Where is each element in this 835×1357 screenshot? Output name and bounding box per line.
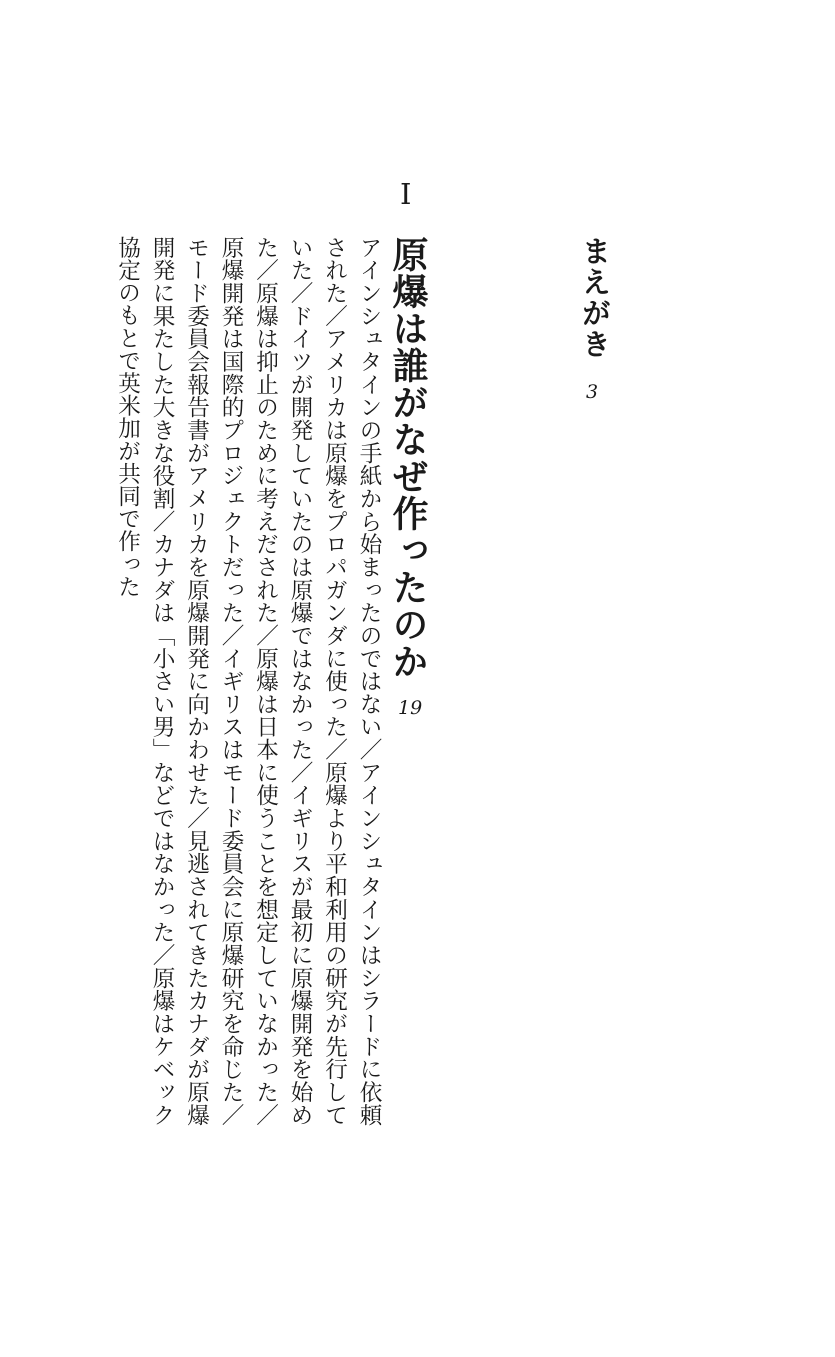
preface-title: まえがき (578, 236, 612, 360)
chapter-page-number: 19 (398, 697, 423, 719)
part-numeral: I (400, 177, 412, 211)
chapter-title: 原爆は誰がなぜ作ったのか (387, 236, 429, 680)
preface-page-number: 3 (586, 381, 599, 403)
chapter-summary: アインシュタインの手紙から始まったのではない／アインシュタインはシラードに依頼された／アメリカは原爆をプロパガンダに使った／原爆より平和利用の研究が先行していた／ドイツが開発していたのは原爆ではなかった／イギリスが最初に原爆開発を始めた／原爆は抑止のために考えだされた／原爆は日本に使うことを想定していなかった／原爆開発は国際的プロジェクトだった／イギリスはモード委員会に原爆研究を命じた／モード委員会報告書がアメリカを原爆開発に向かわせた／見逃されてきたカナダが原爆開発に果たした大きな役割／カナダは「小さい男」などではなかった／原爆はケベック協定のもとで英米加が共同で作った (114, 236, 382, 1126)
